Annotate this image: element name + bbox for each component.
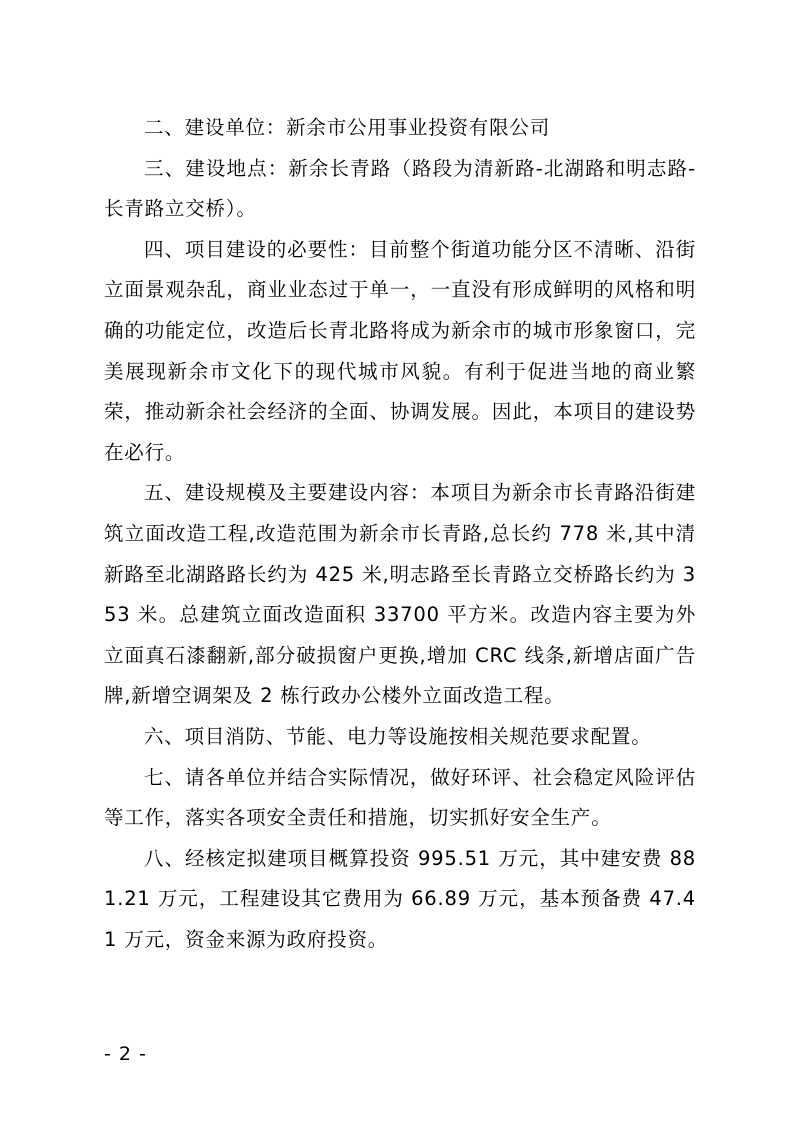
paragraph-safety-requirements: 七、请各单位并结合实际情况，做好环评、社会稳定风险评估等工作，落实各项安全责任和措施，切实抓好安全生产。 (104, 765, 696, 830)
document-body (104, 108, 696, 960)
paragraph-scale-and-content: 五、建设规模及主要建设内容：本项目为新余市长青路沿街建筑立面改造工程,改造范围为新余市长青路,总长约 778 米,其中清新路至北湖路路长约为 425 米,明志路至长青路立交桥路长约为 353 米。总建筑立面改造面积 33700 平方米。改造内容主要为外立面真石漆翻新,部分破损窗户更换,增加 CRC 线条,新增店面广告牌,新增空调架及 2 栋行政办公楼外立面改造工程。 (104, 481, 696, 708)
paragraph-construction-unit: 二、建设单位：新余市公用事业投资有限公司 (144, 116, 551, 139)
paragraph-project-necessity: 四、项目建设的必要性：目前整个街道功能分区不清晰、沿街立面景观杂乱，商业业态过于单一，一直没有形成鲜明的风格和明确的功能定位，改造后长青北路将成为新余市的城市形象窗口，完美展现新余市文化下的现代城市风貌。有利于促进当地的商业繁荣，推动新余社会经济的全面、协调发展。因此，本项目的建设势在必行。 (104, 237, 696, 464)
page-number: - 2 - (104, 1043, 147, 1065)
paragraph-investment: 八、经核定拟建项目概算投资 995.51 万元，其中建安费 881.21 万元，工程建设其它费用为 66.89 万元，基本预备费 47.41 万元，资金来源为政府投资。 (104, 846, 696, 951)
paragraph-facilities: 六、项目消防、节能、电力等设施按相关规范要求配置。 (144, 724, 652, 748)
paragraph-construction-location: 三、建设地点：新余长青路（路段为清新路-北湖路和明志路-长青路立交桥）。 (104, 156, 696, 221)
